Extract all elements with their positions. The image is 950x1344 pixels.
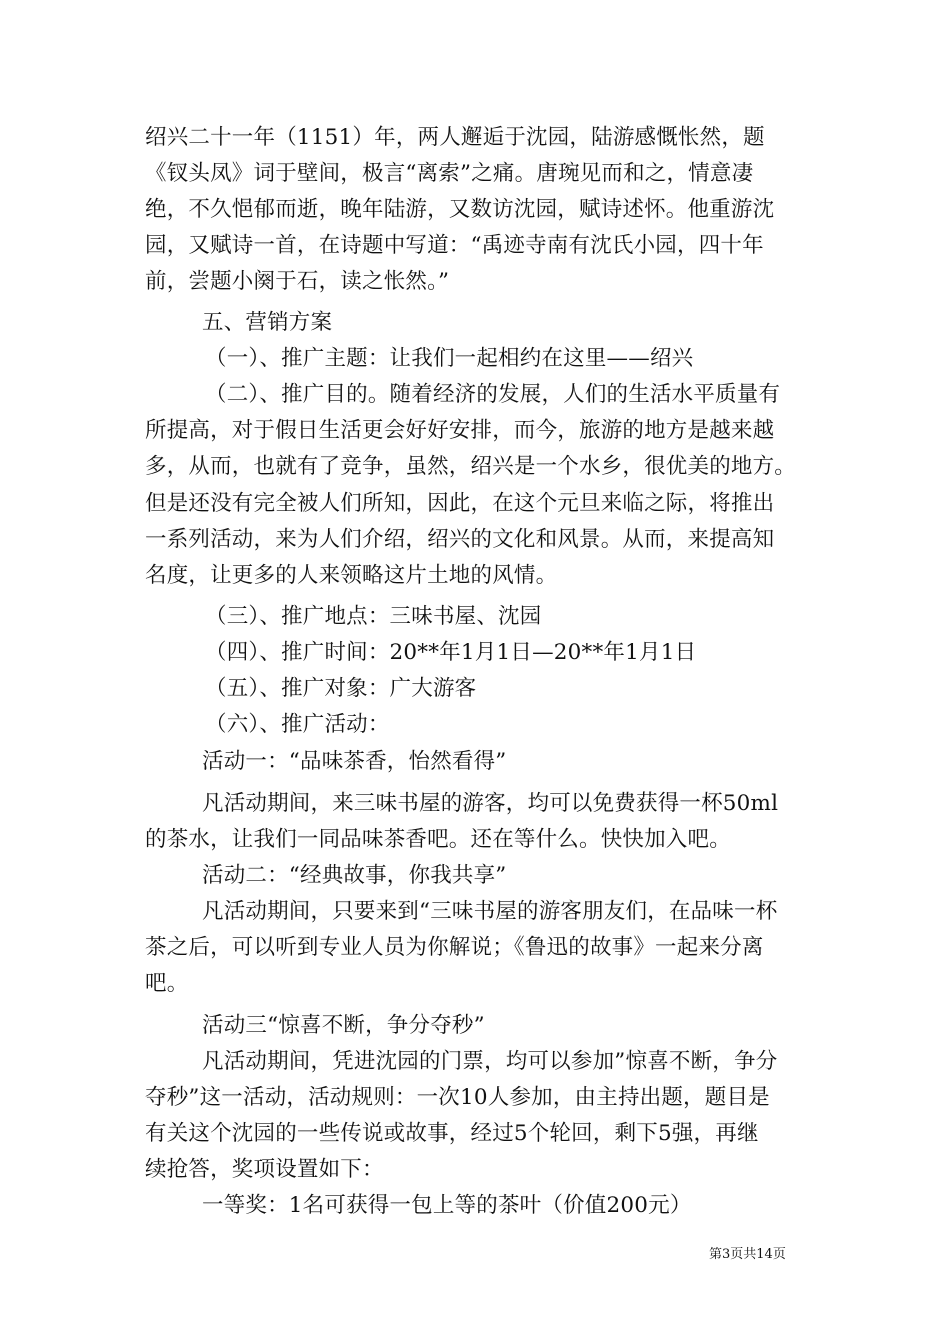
paragraph-line: 多，从而，也就有了竞争，虽然，绍兴是一个水乡，很优美的地方。 [145,454,797,479]
paragraph-line: 吧。 [145,971,189,996]
paragraph-line: （四）、推广时间：20**年1月1日—20**年1月1日 [205,640,697,665]
paragraph-line: 一系列活动，来为人们介绍，绍兴的文化和风景。从而，来提高知 [145,527,775,552]
activity-heading: 活动一：“品味茶香，怡然看得” [202,749,507,774]
paragraph-line: 绍兴二十一年（1151）年，两人邂逅于沈园，陆游感慨怅然，题 [145,125,765,150]
paragraph-line: 茶之后，可以听到专业人员为你解说；《鲁迅的故事》一起来分离 [145,935,764,960]
paragraph-line: （六）、推广活动： [205,712,390,737]
paragraph-line: 凡活动期间，来三味书屋的游客，均可以免费获得一杯50ml [202,791,779,816]
paragraph-line: 凡活动期间，只要来到“三味书屋的游客朋友们，在品味一杯 [202,899,778,924]
paragraph-line: 但是还没有完全被人们所知，因此，在这个元旦来临之际，将推出 [145,491,775,516]
section-heading: 五、营销方案 [202,310,333,335]
paragraph-line: 的茶水，让我们一同品味茶香吧。还在等什么。快快加入吧。 [145,827,731,852]
paragraph-line: 所提高，对于假日生活更会好好安排，而今，旅游的地方是越来越 [145,418,775,443]
paragraph-line: 凡活动期间，凭进沈园的门票，均可以参加”惊喜不断，争分 [202,1049,778,1074]
paragraph-line: 一等奖：1名可获得一包上等的茶叶（价值200元） [202,1193,692,1218]
paragraph-line: 夺秒”这一活动，活动规则：一次10人参加，由主持出题，题目是 [145,1085,770,1110]
activity-heading: 活动三“惊喜不断，争分夺秒” [202,1013,485,1038]
paragraph-line: （一）、推广主题：让我们一起相约在这里——绍兴 [205,346,694,371]
paragraph-line: 有关这个沈园的一些传说或故事，经过5个轮回，剩下5强，再继 [145,1121,759,1146]
paragraph-line: （五）、推广对象：广大游客 [205,676,477,701]
paragraph-line: （三）、推广地点：三味书屋、沈园 [205,604,542,629]
paragraph-line: 园，又赋诗一首，在诗题中写道：“禹迹寺南有沈氏小园，四十年 [145,233,764,258]
paragraph-line: 续抢答，奖项设置如下： [145,1157,384,1182]
paragraph-line: 名度，让更多的人来领略这片土地的风情。 [145,563,558,588]
paragraph-line: 《钗头凤》词于壁间，极言“离索”之痛。唐琬见而和之，情意凄 [145,161,754,186]
page-number: 第3页共14页 [709,1247,786,1262]
activity-heading: 活动二：“经典故事，你我共享” [202,863,507,888]
paragraph-line: （二）、推广目的。随着经济的发展，人们的生活水平质量有 [205,382,781,407]
paragraph-line: 前，尝题小阕于石，读之怅然。” [145,269,450,294]
paragraph-line: 绝，不久悒郁而逝，晚年陆游，又数访沈园，赋诗述怀。他重游沈 [145,197,775,222]
